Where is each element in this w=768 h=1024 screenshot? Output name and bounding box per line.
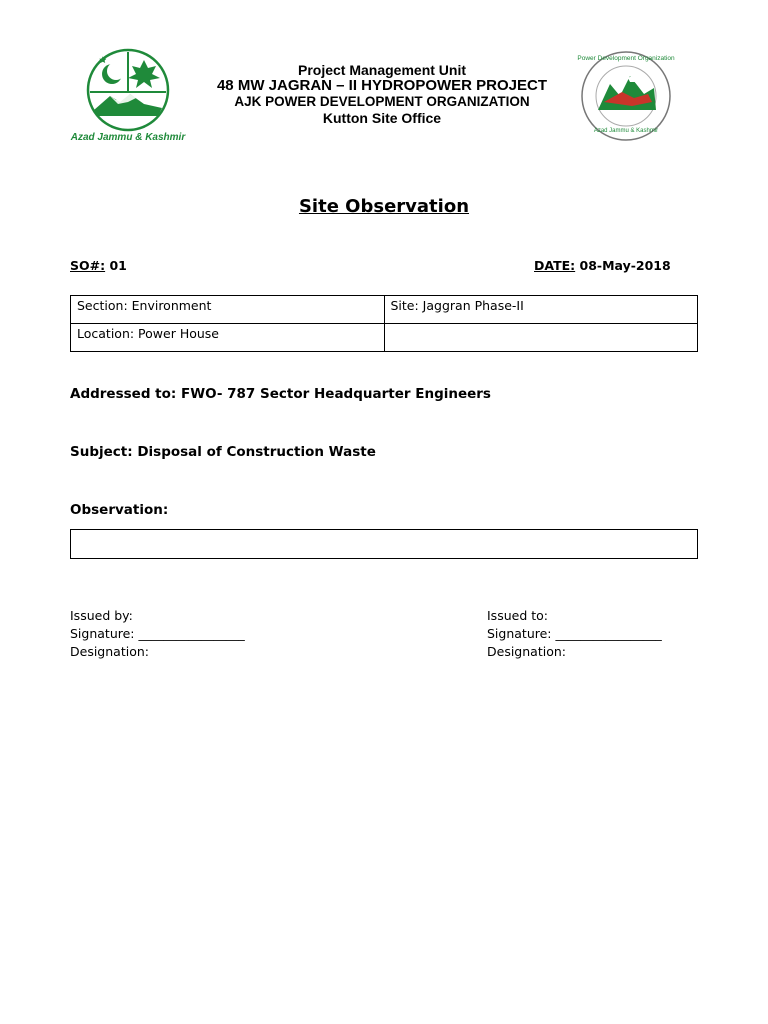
location-cell: Location: Power House <box>71 324 385 352</box>
info-table <box>70 295 698 352</box>
addressed-to: Addressed to: FWO- 787 Sector Headquarter Engineers <box>70 386 491 402</box>
issued-to-label: Issued to: <box>487 608 548 623</box>
page-title <box>0 196 768 217</box>
document-header <box>190 62 574 126</box>
observation-label: Observation: <box>70 502 169 518</box>
so-number <box>70 258 127 273</box>
issued-by-label: Issued by: <box>70 608 133 623</box>
table-row <box>71 296 698 324</box>
issued-to-designation: Designation: <box>487 644 566 659</box>
table-row <box>71 324 698 352</box>
header-line-1: Project Management Unit <box>297 62 467 78</box>
subject-line: Subject: Disposal of Construction Waste <box>70 444 376 460</box>
pdo-logo-top-text: Power Development Organization <box>577 55 675 62</box>
document-date <box>534 258 671 273</box>
so-label: SO#: <box>70 258 106 273</box>
issued-to-block <box>487 607 662 661</box>
issued-by-designation: Designation: <box>70 644 149 659</box>
empty-cell <box>384 324 698 352</box>
issued-to-signature: Signature: _________________ <box>487 626 662 641</box>
date-value: 08-May-2018 <box>575 258 671 273</box>
header-line-4: Kutton Site Office <box>322 110 442 126</box>
issued-by-signature: Signature: _________________ <box>70 626 245 641</box>
header-line-3: AJK POWER DEVELOPMENT ORGANIZATION <box>234 94 530 109</box>
section-cell: Section: Environment <box>71 296 385 324</box>
header-line-2: 48 MW JAGRAN – II HYDROPOWER PROJECT <box>216 77 548 94</box>
pdo-logo <box>574 48 678 144</box>
issued-by-block <box>70 607 245 661</box>
site-cell: Site: Jaggran Phase-II <box>384 296 698 324</box>
pdo-logo-bottom-text: Azad Jammu & Kashmir <box>593 128 659 134</box>
date-label: DATE: <box>534 258 576 273</box>
page-title-text: Site Observation <box>298 196 470 217</box>
so-value: 01 <box>105 258 127 273</box>
ajk-logo-text: Azad Jammu & Kashmir <box>70 132 186 143</box>
observation-field[interactable] <box>70 529 698 559</box>
ajk-logo <box>70 48 186 144</box>
